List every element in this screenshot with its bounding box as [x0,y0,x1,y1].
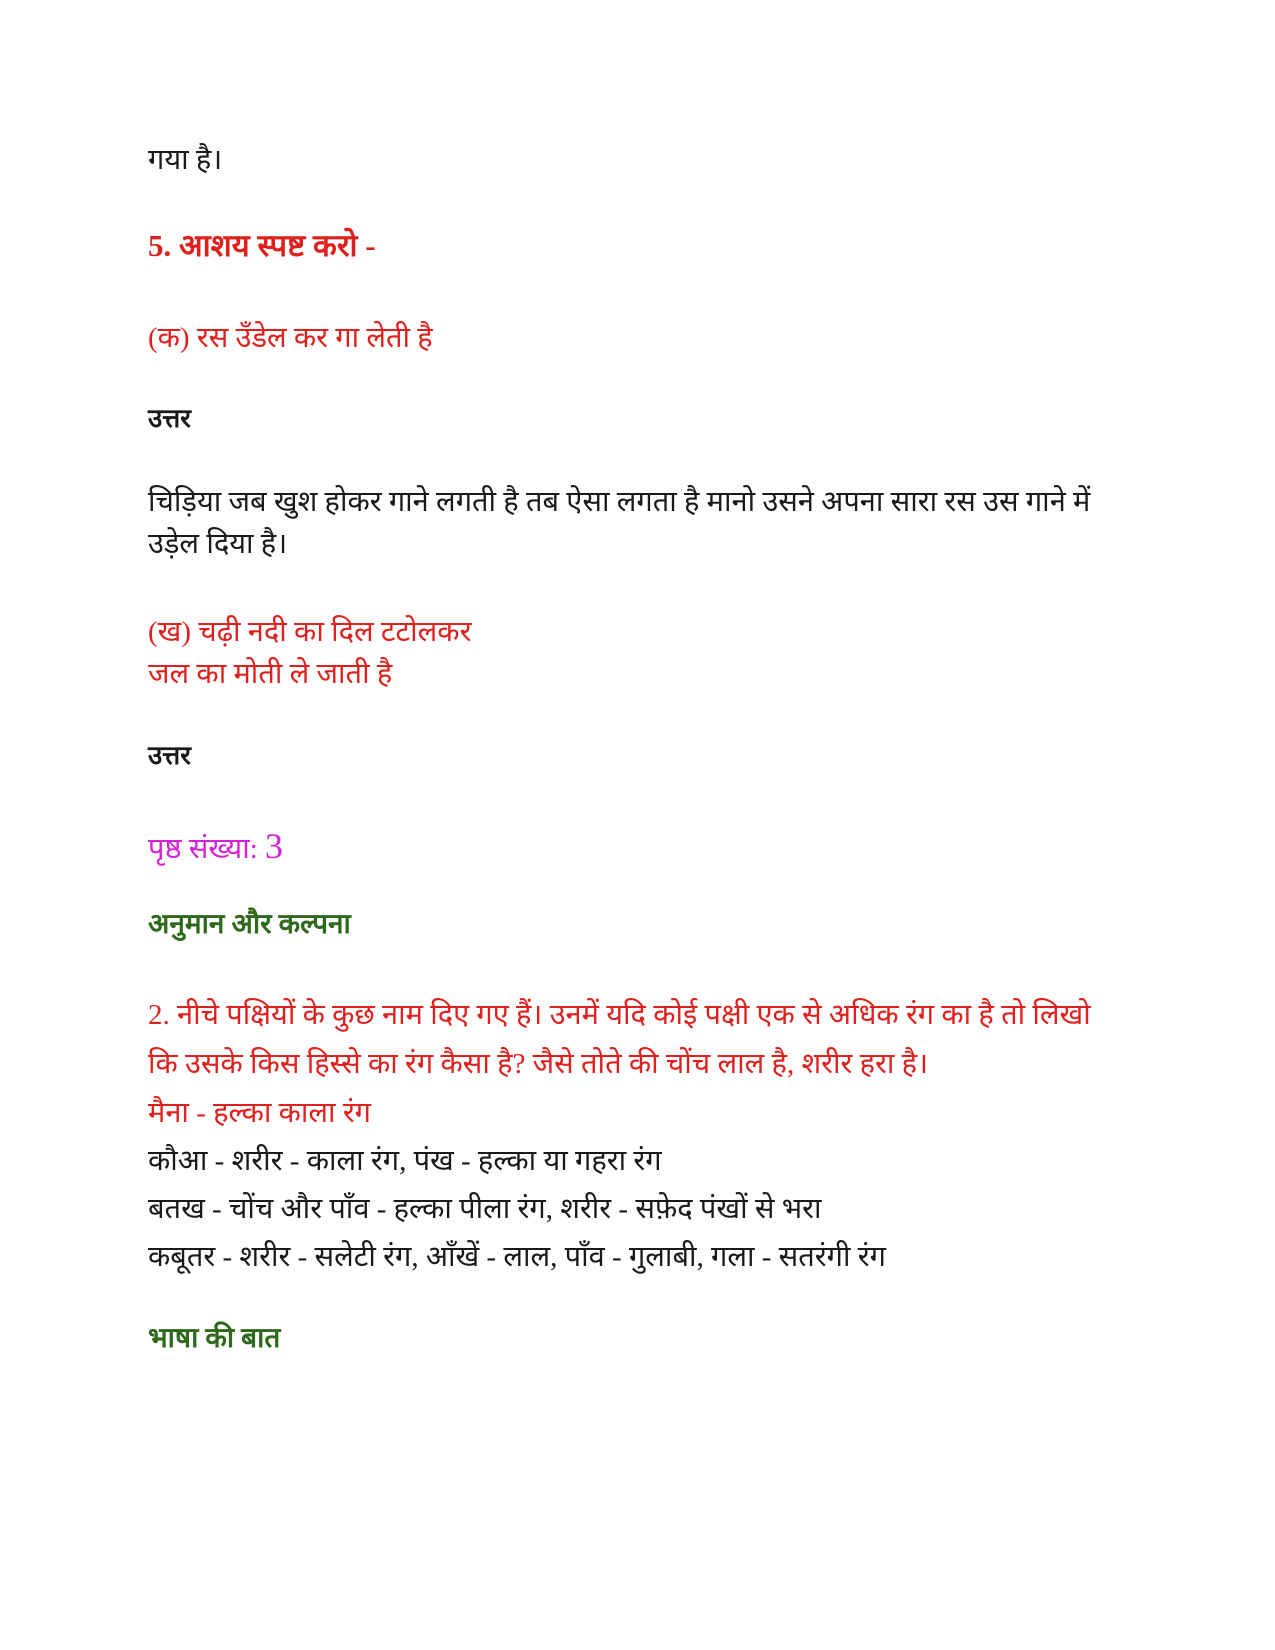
question-2-line-2: कि उसके किस हिस्से का रंग कैसा है? जैसे तोते की चोंच लाल है, शरीर हरा है। [148,1048,929,1080]
question-2-line-1: 2. नीचे पक्षियों के कुछ नाम दिए गए हैं। उनमें यदि कोई पक्षी एक से अधिक रंग का है तो लिखो [148,999,1091,1031]
page-number-label: पृष्ठ संख्या: [148,833,258,865]
bird-mynah: मैना - हल्का काला रंग [148,1097,372,1129]
answer-1-line-2: उड़ेल दिया है। [148,528,288,560]
answer-label-1: उत्तर [148,404,191,433]
answer-label-2: उत्तर [148,741,191,770]
bird-crow: कौआ - शरीर - काला रंग, पंख - हल्का या गहरा रंग [148,1145,662,1177]
page-number [148,825,283,868]
bird-duck: बतख - चोंच और पाँव - हल्का पीला रंग, शरीर - सफ़ेद पंखों से भरा [148,1193,822,1225]
question-5a: (क) रस उँडेल कर गा लेती है [148,322,433,354]
question-5b-line-1: (ख) चढ़ी नदी का दिल टटोलकर [148,616,472,648]
question-5b-line-2: जल का मोती ले जाती है [148,658,393,690]
section-heading-bhasha: भाषा की बात [148,1323,281,1354]
question-5-heading: 5. आशय स्पष्ट करो - [148,228,376,263]
page-number-value: 3 [265,826,284,866]
section-heading-anuman: अनुमान और कल्पना [148,909,351,940]
continued-text: गया है। [148,144,223,176]
bird-pigeon: कबूतर - शरीर - सलेटी रंग, आँखें - लाल, पाँव - गुलाबी, गला - सतरंगी रंग [148,1241,886,1273]
answer-1-line-1: चिड़िया जब खुश होकर गाने लगती है तब ऐसा लगता है मानो उसने अपना सारा रस उस गाने में [148,486,1091,518]
